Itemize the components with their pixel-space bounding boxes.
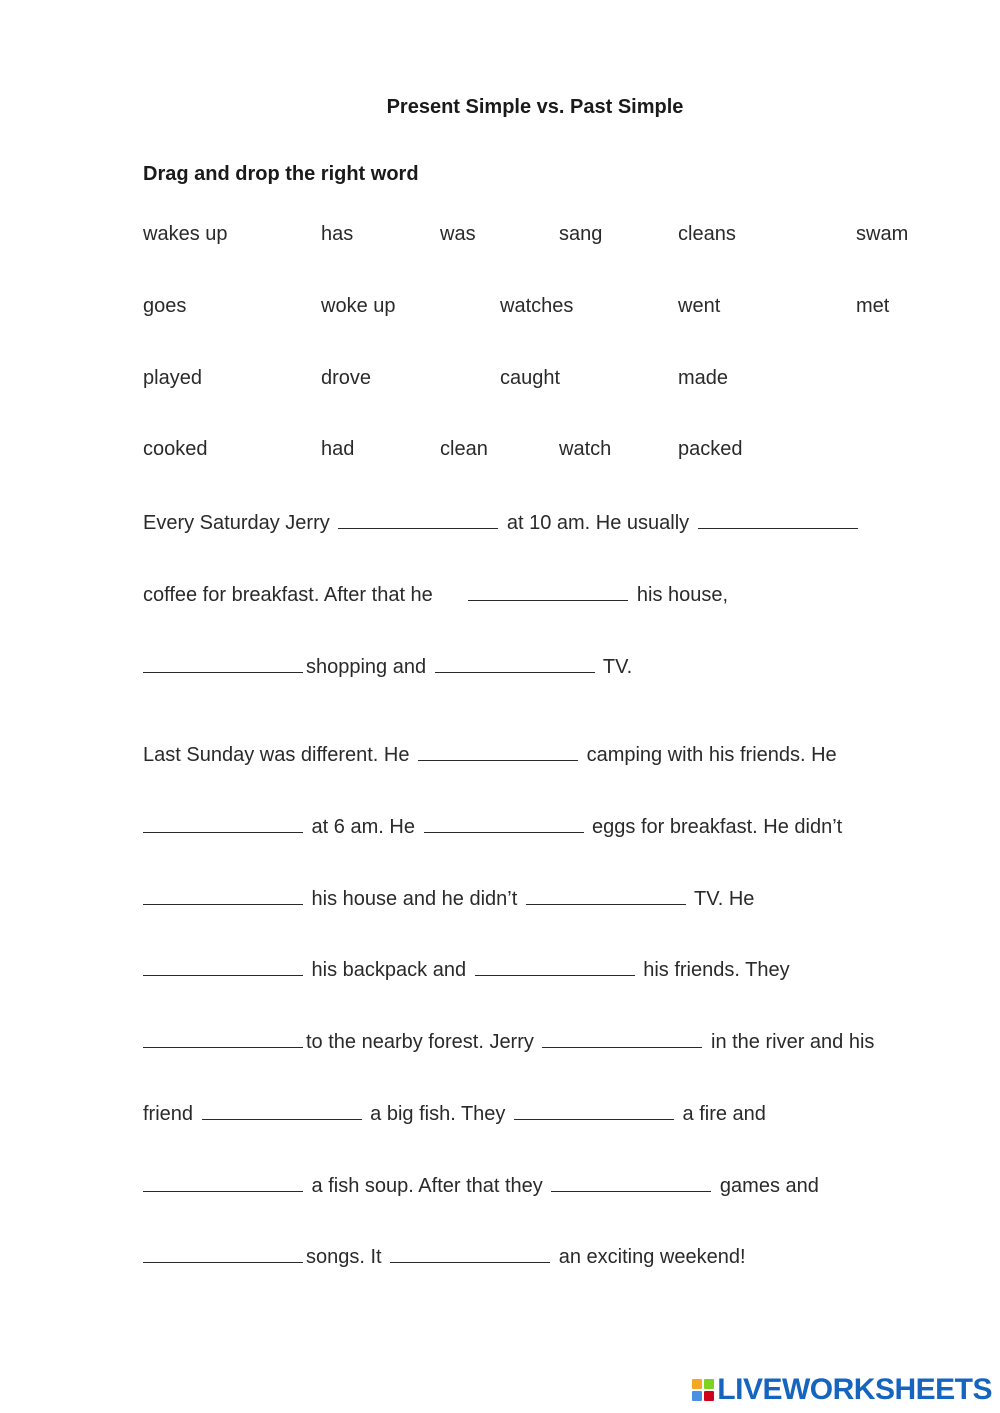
text-fragment: his house, [631,584,729,606]
text-line [143,1173,819,1198]
text-fragment: his friends. They [637,959,790,981]
word-chip[interactable]: drove [321,367,372,389]
text-fragment: shopping and [306,656,432,678]
drop-gap[interactable] [390,1244,550,1263]
drop-gap[interactable] [418,742,578,761]
text-fragment: his house and he didn’t [306,888,523,910]
text-fragment: songs. It [306,1246,388,1268]
drop-gap[interactable] [202,1101,362,1120]
drop-gap[interactable] [143,814,303,833]
drop-gap[interactable] [475,957,635,976]
text-fragment: his backpack and [306,959,472,981]
text-line [143,814,842,839]
logo-square [692,1391,702,1401]
logo-square [704,1379,714,1389]
text-fragment: to the nearby forest. Jerry [306,1031,540,1053]
text-fragment: an exciting weekend! [553,1246,746,1268]
drop-gap[interactable] [338,510,498,529]
drop-gap[interactable] [542,1029,702,1048]
word-chip[interactable]: watches [500,295,574,317]
word-chip[interactable]: went [678,295,721,317]
text-line [143,742,837,767]
drop-gap[interactable] [143,1029,303,1048]
drop-gap[interactable] [143,1173,303,1192]
logo-square [692,1379,702,1389]
text-line [143,1101,766,1126]
word-chip[interactable]: met [856,295,890,317]
text-fragment: a big fish. They [364,1103,511,1125]
text-line [143,510,861,535]
text-line [143,1244,746,1269]
logo-mark-icon [692,1379,714,1401]
text-line [143,886,754,911]
text-line [143,957,790,982]
text-fragment: Last Sunday was different. He [143,744,416,766]
word-chip[interactable]: goes [143,295,187,317]
text-fragment: eggs for breakfast. He didn’t [586,816,843,838]
drop-gap[interactable] [435,654,595,673]
text-fragment: coffee for breakfast. After that he [143,584,439,606]
drop-gap[interactable] [526,886,686,905]
word-chip[interactable]: has [321,223,354,245]
logo-square [704,1391,714,1401]
text-fragment: Every Saturday Jerry [143,512,336,534]
page-title: Present Simple vs. Past Simple [386,96,684,118]
word-chip[interactable]: watch [559,438,612,460]
liveworksheets-logo [692,1373,992,1407]
word-chip[interactable]: made [678,367,729,389]
word-chip[interactable]: cleans [678,223,736,245]
word-chip[interactable]: clean [440,438,488,460]
word-chip[interactable]: cooked [143,438,208,460]
text-fragment: a fish soup. After that they [306,1175,549,1197]
drop-gap[interactable] [143,957,303,976]
instruction-heading: Drag and drop the right word [143,163,419,185]
word-chip[interactable]: woke up [321,295,396,317]
text-fragment: camping with his friends. He [581,744,837,766]
text-line [143,654,632,679]
word-chip[interactable]: played [143,367,202,389]
drop-gap[interactable] [698,510,858,529]
text-line [143,582,728,607]
word-chip[interactable]: packed [678,438,743,460]
drop-gap[interactable] [143,654,303,673]
text-fragment: games and [714,1175,819,1197]
drop-gap[interactable] [143,886,303,905]
drop-gap[interactable] [468,582,628,601]
text-fragment: TV. [597,656,633,678]
drop-gap[interactable] [551,1173,711,1192]
drop-gap[interactable] [143,1244,303,1263]
text-fragment: at 6 am. He [306,816,421,838]
text-fragment: in the river and his [705,1031,875,1053]
text-fragment: friend [143,1103,199,1125]
word-chip[interactable]: sang [559,223,603,245]
word-chip[interactable]: swam [856,223,909,245]
text-fragment: a fire and [676,1103,766,1125]
word-chip[interactable]: was [440,223,476,245]
drop-gap[interactable] [514,1101,674,1120]
word-chip[interactable]: caught [500,367,561,389]
word-chip[interactable]: had [321,438,355,460]
text-fragment: TV. He [688,888,755,910]
logo-text: LIVEWORKSHEETS [717,1373,992,1406]
text-line [143,1029,874,1054]
drop-gap[interactable] [424,814,584,833]
text-fragment: at 10 am. He usually [501,512,695,534]
word-chip[interactable]: wakes up [143,223,228,245]
